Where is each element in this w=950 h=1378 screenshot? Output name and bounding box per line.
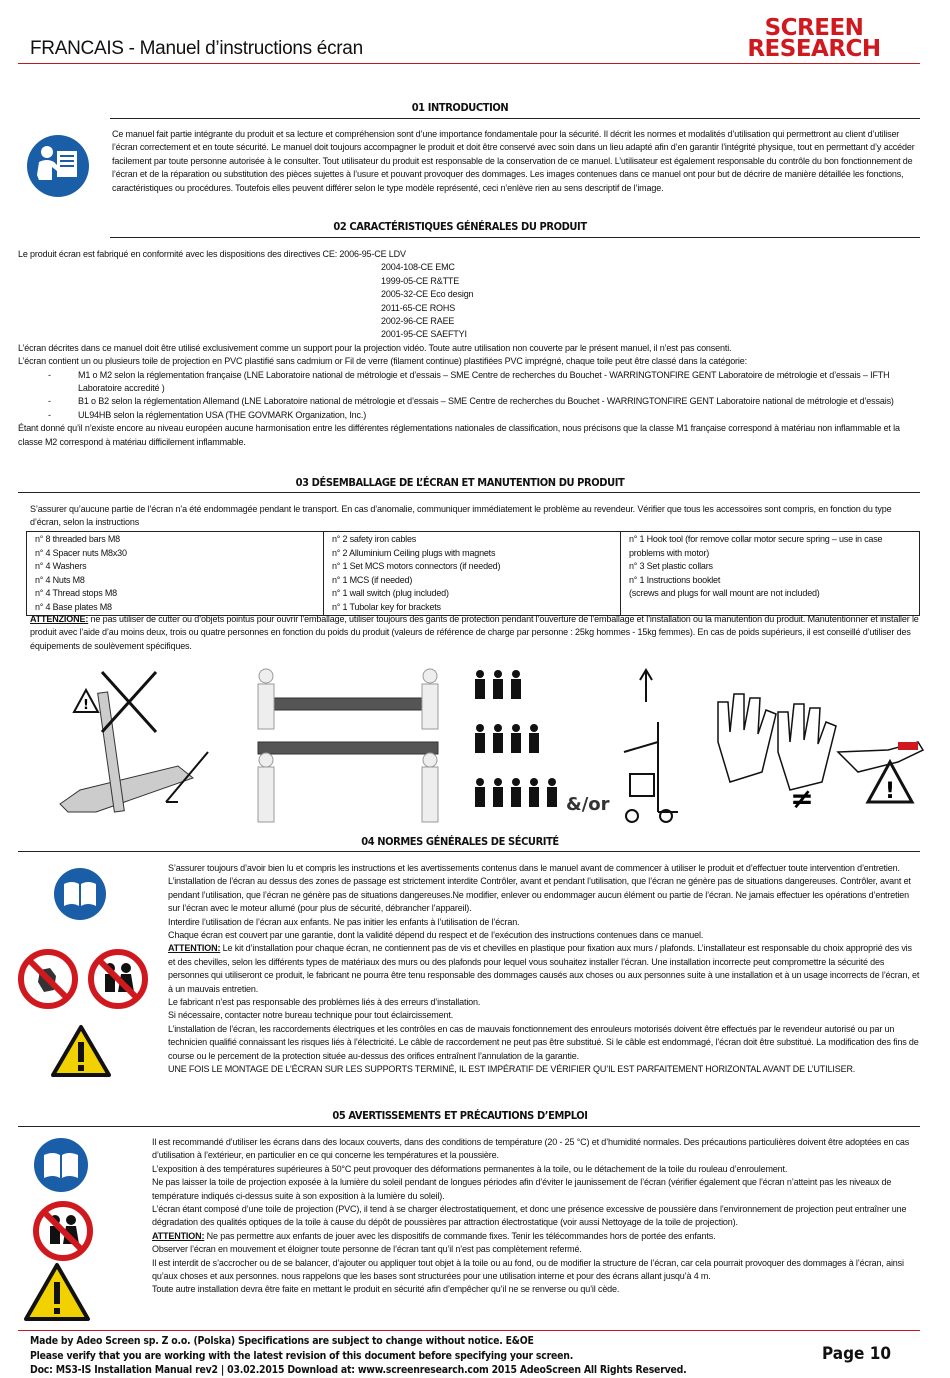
list-item: n° 8 threaded bars M8 — [35, 534, 120, 544]
warning-paragraph: L’écran étant composé d’une toile de projection (PVC), il tend à se charger électrostatiquement, et donc une présence excessive de poussière dans l’environnement de projection peut entraîner une dégradation des qualités optiques de la toile à cause du dépôt de poussières par attraction électrostatique (voir aussi Nettoyage de la toile de projection). — [152, 1204, 907, 1228]
section-02-title: 02 CARACTÉRISTIQUES GÉNÉRALES DU PRODUIT — [333, 220, 587, 233]
classification-bullet: - M1 o M2 selon la réglementation française (LNE Laboratoire national de métrologie et d’essais – SME Centre de recherches du Bouchet - WARRINGTONFIRE GENT Laboratoire de métrologie et d’essais – IFTH Laboratoire accredité ) — [18, 369, 920, 396]
table-row — [27, 532, 920, 616]
directives-list — [18, 261, 920, 341]
list-item: n° 4 Base plates M8 — [35, 601, 112, 612]
attention-text: Ne pas permettre aux enfants de jouer avec les dispositifs de commande fixes. Tenir les télécommandes hors de portée des enfants. — [204, 1230, 716, 1241]
section-04-rule — [18, 851, 920, 852]
section-03-attention — [30, 613, 920, 653]
classification-bullet: - B1 o B2 selon la réglementation Allemand (LNE Laboratoire national de métrologie et d’essais – SME Centre de recherches du Bouchet - WARRINGTONFIRE GENT Laboratoire national de métrologie et d’essais) — [18, 395, 920, 408]
accessories-col-3 — [621, 532, 920, 616]
directive-item: 2005-32-CE Eco design — [381, 289, 474, 300]
and-or-label: &/or — [566, 794, 610, 815]
classification-bullet: - UL94HB selon la réglementation USA (THE GOVMARK Organization, Inc.) — [18, 409, 920, 422]
section-05-body — [152, 1136, 920, 1297]
section-01-title: 01 INTRODUCTION — [411, 101, 509, 114]
warning-paragraph: Toute autre installation devra être faite en mettant le produit en sécurité afin d’empêcher qu’il ne se renverse ou qu’il cède. — [152, 1284, 620, 1295]
safety-paragraph: Interdire l’utilisation de l’écran aux enfants. Ne pas initier les enfants à l’utilisation de l’écran. — [168, 916, 520, 927]
section-04-body — [168, 862, 920, 1077]
warning-triangle-icon — [22, 1262, 92, 1322]
no-children-icon — [91, 952, 145, 1006]
footer-line: Please verify that you are working with the latest revision of this document before specifying your screen. — [30, 1349, 574, 1362]
section-03-rule — [18, 492, 920, 493]
list-item: n° 4 Nuts M8 — [35, 574, 85, 585]
section-03-title: 03 DÉSEMBALLAGE DE L’ÉCRAN ET MANUTENTION DU PRODUIT — [295, 476, 625, 489]
directive-item: 1999-05-CE R&TTE — [381, 275, 460, 286]
footer-line: Made by Adeo Screen sp. Z o.o. (Polska) Specifications are subject to change without notice. E&OE — [30, 1335, 534, 1347]
hand-truck-icon — [624, 670, 678, 822]
hand-cut-icon — [838, 742, 923, 804]
list-item: n° 1 wall switch (plug included) — [332, 588, 449, 598]
accessories-col-1 — [27, 532, 324, 616]
list-item: n° 1 Instructions booklet — [629, 574, 721, 585]
handling-illustrations — [18, 662, 928, 832]
people-groups-icon — [475, 670, 557, 807]
list-item: n° 1 Hook tool (for remove collar motor secure spring – use in case problems with motor) — [629, 534, 883, 558]
directive-item: 2002-96-CE RAEE — [381, 316, 455, 327]
safety-paragraph: S’assurer toujours d’avoir bien lu et compris les instructions et les avertissements contenus dans le manuel avant de commencer à utiliser le produit et d’effectuer toute intervention d’entretien. — [168, 863, 900, 873]
harmonisation-paragraph: Étant donné qu’il n’existe encore au niveau européen aucune harmonisation entre les différentes réglementations nationales de classification, nous précisons que la classe M1 française correspond à matériau non inflammable et la classe M2 correspond à matériau difficilement inflammable. — [18, 423, 900, 447]
not-equal-sign: ≠ — [790, 782, 814, 815]
list-item: n° 1 Tubolar key for brackets — [332, 601, 441, 612]
page-number: Page 10 — [822, 1344, 891, 1364]
list-item: n° 1 Set MCS motors connectors (if needed) — [332, 561, 501, 571]
no-hand-icon — [21, 952, 75, 1006]
list-item: n° 2 Alluminium Ceiling plugs with magnets — [332, 547, 496, 558]
safety-paragraph: Le fabricant n’est pas responsable des problèmes liés à des erreurs d’installation. — [168, 997, 481, 1008]
section-05-rule — [18, 1126, 920, 1127]
section-04-title: 04 NORMES GÉNÉRALES DE SÉCURITÉ — [361, 835, 559, 848]
svg-text:!: ! — [83, 698, 89, 713]
section-05-title: 05 AVERTISSEMENTS ET PRÉCAUTIONS D’EMPLOI — [332, 1109, 588, 1122]
brand-logo — [708, 15, 920, 62]
attention-label: ATTENTION: — [168, 943, 221, 954]
svg-text:!: ! — [884, 779, 896, 804]
warning-paragraph: Il est interdit de s’accrocher ou de se balancer, d’ajouter ou appliquer tout objet à la toile ou au fond, ou de modifier la structure de l’écran, car cela pourrait provoquer des dommages à l’écran, ainsi qu’aux choses et aux personnes. nous rappelons que les bases sont structurées pour une utilisation interne et pour des écrans allant jusqu’à 4 m. — [152, 1257, 904, 1282]
directives-lead: Le produit écran est fabriqué en conformité avec les dispositions des directives CE: 2006-95-CE LDV — [18, 249, 406, 259]
warning-attention — [152, 1230, 920, 1243]
logo-line-2: RESEARCH — [747, 36, 881, 62]
warning-paragraph: Il est recommandé d’utiliser les écrans dans des locaux couverts, dans des conditions de température (20 - 25 °C) et d’humidité normales. Des précautions particulières doivent être adoptées en cas d’utilisation à l’extérieur, en particulier en ce qui concerne les températures et la poussière. — [152, 1137, 910, 1161]
safety-paragraph: UNE FOIS LE MONTAGE DE L’ÉCRAN SUR LES SUPPORTS TERMINÉ, IL EST IMPÉRATIF DE VÉRIFIER QU’IL EST PARFAITEMENT HORIZONTAL AVANT DE L’UTILISER. — [168, 1064, 856, 1075]
safety-paragraph: L’installation de l’écran, les raccordements électriques et les contrôles en cas de mauvais fonctionnement des enrouleurs motorisés doivent être effectués par le revendeur autorisé ou par un technicien qualifié connaissant les risques liés à l’électricité. Le câble de raccordement ne peut pas être substitué. Si le câble est endommagé, l’écran doit être substitué. La modification des fins de course ou le percement de la protection située au-dessus des orifices entraînent l’annulation de la garantie. — [168, 1023, 919, 1061]
list-item: (screws and plugs for wall mount are not included) — [629, 588, 820, 598]
list-item: n° 4 Thread stops M8 — [35, 588, 117, 598]
attention-label: ATTENTION: — [152, 1230, 205, 1241]
directive-item: 2001-95-CE SAEFTYI — [381, 329, 467, 340]
footer-line: Doc: MS3-IS Installation Manual rev2 | 03.02.2015 Download at: www.screenresearch.com 2015 AdeoScreen All Rights Reserved. — [30, 1364, 687, 1376]
read-manual-person-icon — [27, 135, 89, 197]
list-item: n° 4 Washers — [35, 561, 87, 571]
section-02-rule — [110, 237, 920, 238]
warning-paragraph: L’exposition à des températures supérieures à 50°C peut provoquer des déformations permanentes à la toile, ou le détachement de la toile du rouleau d’enroulement. — [152, 1163, 788, 1174]
section-01-rule — [110, 118, 920, 119]
section-01-body: Ce manuel fait partie intégrante du produit et sa lecture et compréhension sont d’une importance fondamentale pour la sécurité. Il décrit les normes et modalités d’utilisation qui permettront au client d’utiliser l’écran correctement et en toute sécurité. Le manuel doit toujours accompagner le produit et doit être conservé avec soin dans un lieu adapté afin d’en garantir l’intégrité physique, tout en permettant d’y accéder facilement par toute personne autorisée à le consulter. Tout utilisateur du produit est responsable de la conservation de ce manuel. L’utilisateur est également responsable du contrôle du bon fonctionnement de l’écran et de la réparation ou substitution des pièces sujettes à l’usure et pouvant provoquer des dommages. Les images contenues dans ce manuel ont pour but de décrire de manière détaillée les fonctions, caractéristiques ou procédures. Toutefois elles peuvent différer selon le type modèle représenté, ceci n’enlève rien au sens descriptif de l’image. — [112, 129, 915, 193]
list-item: n° 3 Set plastic collars — [629, 561, 713, 571]
section-02-body — [18, 248, 920, 449]
logo-line-1: SCREEN — [764, 15, 864, 41]
prohibition-icons — [18, 948, 150, 1010]
accessories-col-2 — [324, 532, 621, 616]
safety-paragraph: Si nécessaire, contacter notre bureau technique pour tout éclaircissement. — [168, 1010, 454, 1021]
bullet-text: B1 o B2 selon la réglementation Allemand (LNE Laboratoire national de métrologie et d’essais – SME Centre de recherches du Bouchet - WARRINGTONFIRE GENT Laboratoire national de métrologie et d’essais) — [78, 396, 894, 407]
list-item: n° 1 MCS (if needed) — [332, 574, 413, 585]
list-item: n° 4 Spacer nuts M8x30 — [35, 547, 127, 558]
page-footer — [30, 1334, 687, 1378]
safety-attention — [168, 942, 920, 996]
section-03-intro: S’assurer qu’aucune partie de l’écran n’a été endommagée pendant le transport. En cas d’anomalie, communiquer immédiatement le problème au revendeur. Vérifier que tous les accessoires sont compris, en fonction du type d’écran, selon la instructions — [30, 504, 892, 528]
attention-text: ne pas utiliser de cutter ou d’objets pointus pour ouvrir l’emballage, utiliser toujours des gants de protection pendant l’ouverture de l’emballage et l’installation ou la manutention du produit. Manutentionner et installer le produit avec l’aide d’au moins deux, trois ou quatre personnes en fonction du poids du produit (valeurs de référence de charge par personne : 25kg hommes - 15kg femmes). En cas de poids supérieurs, il est conseillé d’utiliser des équipements de soulèvement spécifiques. — [30, 614, 919, 651]
bullet-text: M1 o M2 selon la réglementation française (LNE Laboratoire national de métrologie et d’essais – SME Centre de recherches du Bouchet - WARRINGTONFIRE GENT Laboratoire de métrologie et d’essais – IFTH Laboratoire accredité ) — [78, 369, 890, 394]
directive-item: 2004-108-CE EMC — [381, 262, 455, 273]
no-children-icon — [32, 1200, 94, 1262]
safety-paragraph: Chaque écran est couvert par une garantie, dont la validité dépend du respect et de l’exécution des instructions contenues dans ce manuel. — [168, 930, 704, 941]
safety-paragraph: L’installation de l’écran au dessus des zones de passage est strictement interdite Contrôler, avant et pendant l’utilisation, que l’écran ne génère pas de situations dangereuses. Contrôler, avant et pendant l’utilisation, que l’écran ne génère pas de situations dangereuses.Ne modifier, enlever ou endommager aucun élément ou partie de l’écran. Ne jamais effectuer les opérations d’entretien sur l’écran avec le moteur allumé (pour plus de sécurité, débrancher l’appareil). — [168, 876, 911, 914]
fabric-paragraph: L’écran contient un ou plusieurs toile de projection en PVC plastifié sans cadmium or Fil de verre (filament continue) plastifiées PVC imprégné, chaque toile peut être classé dans la catégorie: — [18, 356, 747, 367]
bullet-text: UL94HB selon la réglementation USA (THE GOVMARK Organization, Inc.) — [78, 409, 367, 420]
accessories-table — [26, 531, 920, 616]
two-person-carry-illustration — [258, 669, 438, 822]
attention-label: ATTENZIONE: — [30, 614, 89, 624]
read-manual-book-icon — [34, 1138, 88, 1192]
list-item: n° 2 safety iron cables — [332, 534, 417, 544]
header-rule — [18, 63, 920, 64]
read-manual-book-icon — [54, 868, 106, 920]
no-lean-screen-illustration — [60, 672, 208, 812]
directive-item: 2011-65-CE ROHS — [381, 302, 456, 313]
attention-text: Le kit d’installation pour chaque écran, ne contiennent pas de vis et chevilles en plastique pour fixation aux murs / plafonds. L’installateur est responsable du choix approprié des vis et des chevilles, selon les différents types de matériaux des murs ou des plafonds pour lequel vous souhaitez installer l’écran. Une installation incorrecte peut compromettre la sécurité des personnes qui utiliseront ce produit, le fabricant ne pourra être tenu responsable des dommages causés aux choses ou aux personnes suite à une installation et à un usage incorrects de l’écran, et à un mauvais entretien. — [168, 943, 920, 994]
gloves-icon — [718, 694, 836, 790]
warning-paragraph: Ne pas laisser la toile de projection exposée à la lumière du soleil pendant de longues périodes afin d’éviter le jaunissement de l’écran (vérifier également que l’écran n’atteint pas les niveaux de température indiqués ci-dessus suite à son exposition à la lumière du soleil). — [152, 1177, 892, 1201]
warning-triangle-icon — [50, 1024, 112, 1078]
warning-paragraph: Observer l’écran en mouvement et éloigner toute personne de l’écran tant qu’il n’est pas complètement refermé. — [152, 1244, 582, 1255]
usage-paragraph: L’écran décrites dans ce manuel doit être utilisé exclusivement comme un support pour la projection vidéo. Toute autre utilisation non couverte par le présent manuel, il n’est pas consenti. — [18, 342, 732, 353]
page-header-title: FRANCAIS - Manuel d’instructions écran — [30, 38, 363, 59]
footer-rule — [18, 1330, 920, 1331]
